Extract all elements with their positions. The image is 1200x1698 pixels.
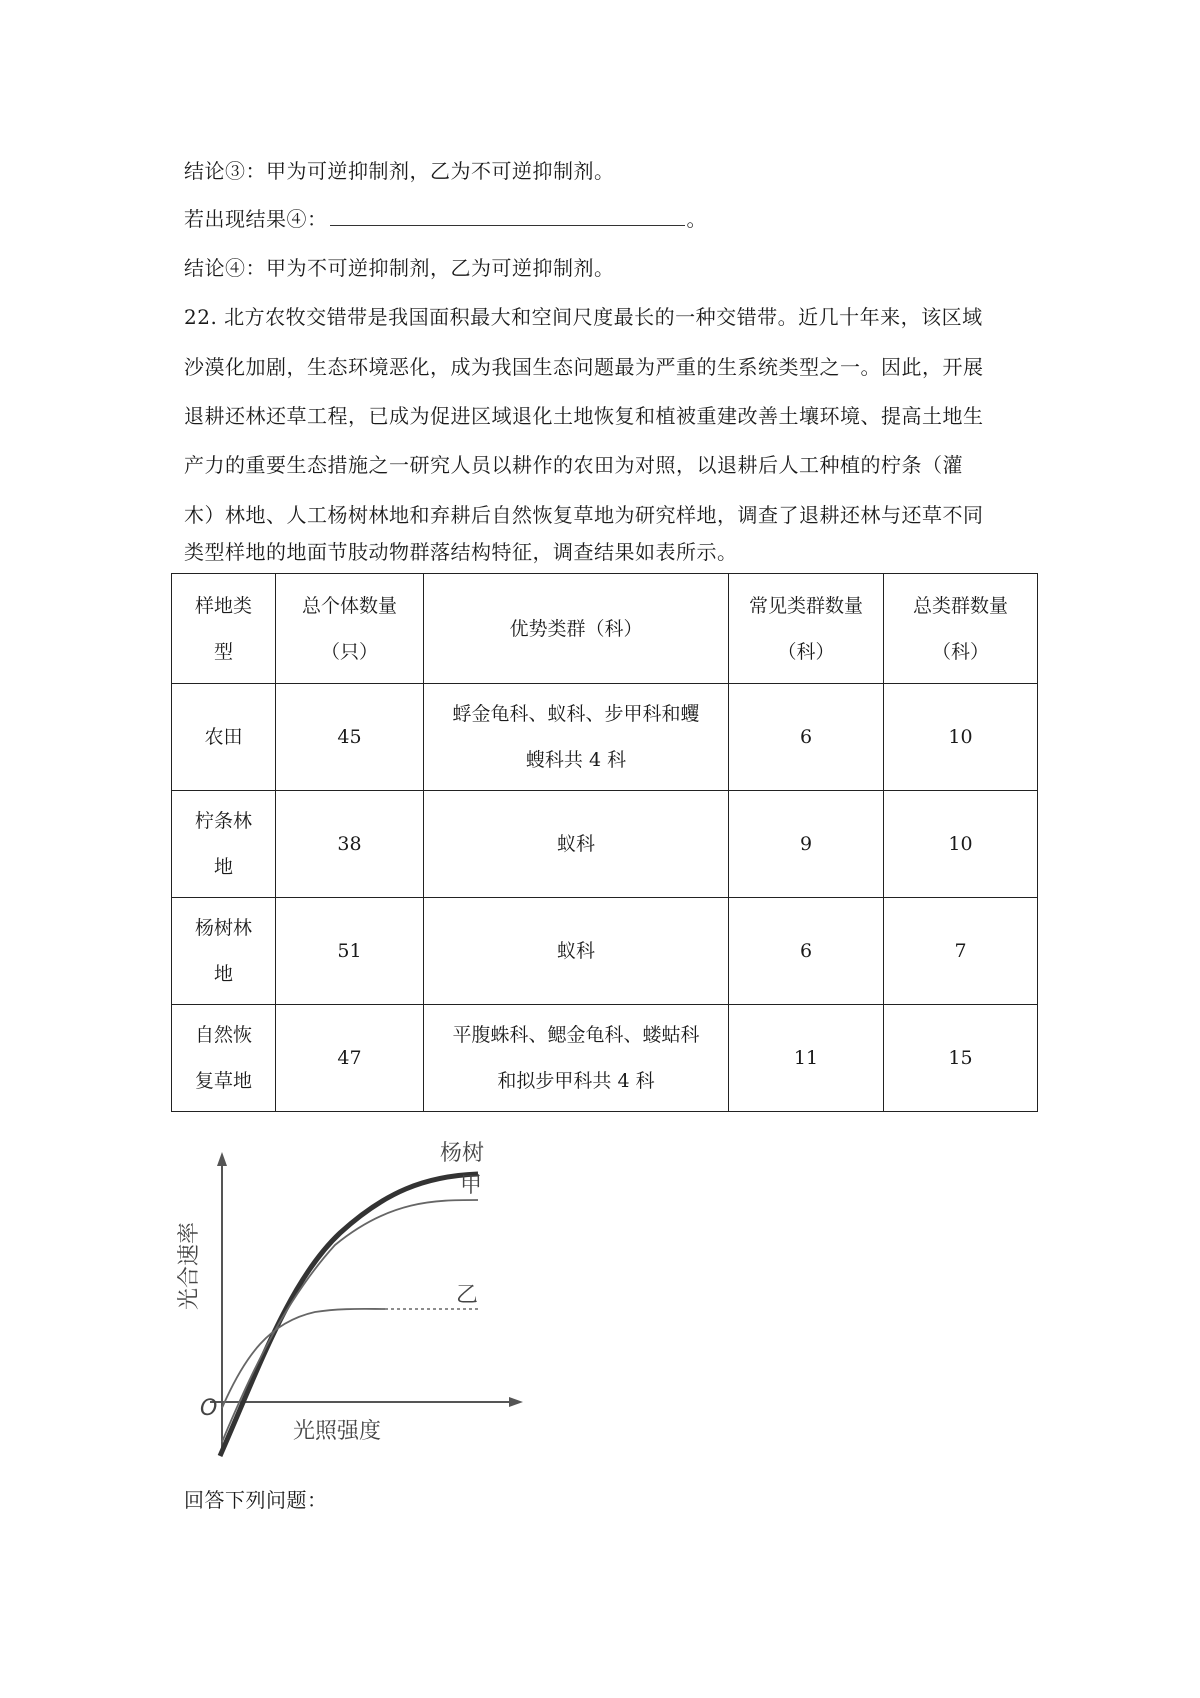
cell-total: 47 [276,1005,424,1112]
cell-common: 9 [729,791,884,898]
cell-dominant: 平腹蛛科、鳃金龟科、蝼蛄科 和拟步甲科共 4 科 [424,1005,729,1112]
cell-dominant: 蚁科 [424,898,729,1005]
header-dominant-groups: 优势类群（科） [424,574,729,684]
header-site-type: 样地类 型 [172,574,276,684]
paragraph-line: 退耕还林还草工程，已成为促进区域退化土地恢复和植被重建改善土壤环境、提高土地生 [184,404,984,428]
curve-label-yang: 杨树 [440,1141,485,1166]
curve-jia [222,1200,478,1442]
cell-common: 11 [729,1005,884,1112]
curve-label-jia: 甲 [460,1173,483,1198]
table-row [172,1005,1038,1112]
cell-total: 51 [276,898,424,1005]
conclusion-4: 结论④：甲为不可逆抑制剂，乙为可逆抑制剂。 [184,256,615,280]
result-4-suffix: 。 [686,207,707,231]
curve-yang [220,1174,478,1456]
cell-total: 38 [276,791,424,898]
questions-prompt: 回答下列问题： [184,1488,328,1512]
conclusion-3: 结论③：甲为可逆抑制剂，乙为不可逆抑制剂。 [184,159,615,183]
cell-groups: 10 [884,791,1038,898]
paragraph-line: 产力的重要生态措施之一研究人员以耕作的农田为对照，以退耕后人工种植的柠条（灌 [184,453,963,477]
cell-groups: 7 [884,898,1038,1005]
table-header-row [172,574,1038,684]
paragraph-line: 木）林地、人工杨树林地和弃耕后自然恢复草地为研究样地，调查了退耕还林与还草不同 [184,503,984,527]
cell-site: 农田 [172,684,276,791]
cell-groups: 10 [884,684,1038,791]
paragraph-line: 22. 北方农牧交错带是我国面积最大和空间尺度最长的一种交错带。近几十年来，该区域 [184,305,983,329]
y-axis-arrow [217,1152,227,1166]
cell-common: 6 [729,684,884,791]
survey-table [171,573,1038,1112]
x-axis-arrow [509,1397,523,1407]
header-total-groups: 总类群数量 （科） [884,574,1038,684]
table-row [172,791,1038,898]
answer-blank[interactable] [330,205,685,226]
cell-site: 杨树林 地 [172,898,276,1005]
y-axis-label: 光合速率 [177,1221,202,1310]
header-total-count: 总个体数量 （只） [276,574,424,684]
paragraph-line: 类型样地的地面节肢动物群落结构特征，调查结果如表所示。 [184,540,738,564]
cell-common: 6 [729,898,884,1005]
cell-total: 45 [276,684,424,791]
paragraph-line: 沙漠化加剧，生态环境恶化，成为我国生态问题最为严重的生系统类型之一。因此，开展 [184,355,984,379]
header-common-groups: 常见类群数量 （科） [729,574,884,684]
cell-site: 柠条林 地 [172,791,276,898]
x-axis-label: 光照强度 [293,1419,382,1444]
table-row [172,684,1038,791]
table-row [172,898,1038,1005]
curve-label-yi: 乙 [456,1283,479,1308]
cell-groups: 15 [884,1005,1038,1112]
photosynthesis-figure [177,1130,530,1470]
cell-dominant: 蚁科 [424,791,729,898]
result-4-line [184,204,707,234]
cell-dominant: 蜉金龟科、蚁科、步甲科和蠼 螋科共 4 科 [424,684,729,791]
result-4-prefix: 若出现结果④： [184,207,328,231]
cell-site: 自然恢 复草地 [172,1005,276,1112]
origin-label: O [200,1396,218,1421]
